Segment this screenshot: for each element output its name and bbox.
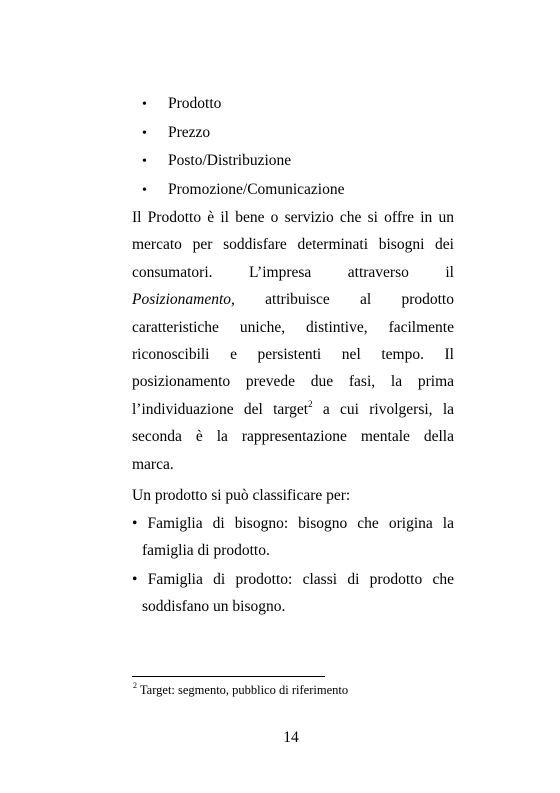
bullet-marker: • — [132, 515, 138, 532]
bullet-marker: • — [132, 571, 138, 588]
list-item — [142, 151, 345, 180]
list-item-text: Promozione/Comunicazione — [168, 181, 345, 199]
bullet-marker: • — [142, 183, 147, 199]
list-item — [142, 123, 345, 152]
paragraph-line: riconoscibili e persistenti nel tempo. Il — [132, 345, 454, 363]
paragraph-line — [132, 396, 454, 423]
footnote — [133, 680, 349, 698]
line-text: a cui rivolgersi, la — [312, 400, 454, 418]
bullet-marker: • — [142, 154, 147, 170]
paragraph-line: mercato per soddisfare determinati bisogni dei — [132, 236, 454, 254]
classification-item — [132, 510, 454, 565]
classification-line: famiglia di prodotto. — [142, 542, 270, 560]
list-item-text: Posto/Distribuzione — [168, 152, 292, 170]
footnote-divider — [132, 676, 325, 677]
line-text: l’individuazione del target — [132, 400, 309, 418]
classification-item — [132, 566, 454, 621]
paragraph-line: posizionamento prevede due fasi, la prima — [132, 373, 454, 391]
list-item — [142, 94, 345, 123]
paragraph-line: seconda è la rappresentazione mentale della — [132, 428, 454, 446]
paragraph-line: Un prodotto si può classificare per: — [132, 487, 351, 504]
footnote-text: Target: segmento, pubblico di riferimento — [137, 683, 349, 697]
paragraph-line: consumatori. L’impresa attraverso il — [132, 263, 454, 281]
classification-line — [132, 510, 454, 537]
product-paragraph — [132, 204, 454, 478]
list-item-text: Prodotto — [168, 95, 222, 112]
footnote-reference: 2 — [308, 398, 313, 409]
footnote-number: 2 — [133, 680, 137, 690]
classification-line — [132, 566, 454, 593]
bullet-marker: • — [142, 125, 147, 141]
paragraph-line — [132, 286, 454, 313]
italic-term: Posizionamento, — [132, 291, 235, 309]
paragraph-line: marca. — [132, 455, 174, 473]
classification-intro — [132, 482, 454, 509]
bullet-marker: • — [142, 97, 147, 112]
classification-line: soddisfano un bisogno. — [142, 598, 286, 616]
list-item-text: Prezzo — [168, 123, 211, 141]
page-number: 14 — [283, 729, 299, 746]
line-text: Famiglia di prodotto: classi di prodotto che — [147, 571, 454, 588]
paragraph-line: Il Prodotto è il bene o servizio che si offre in un — [132, 209, 454, 226]
marketing-mix-list — [142, 94, 345, 209]
paragraph-line: caratteristiche uniche, distintive, facilmente — [132, 318, 454, 336]
line-text: Famiglia di bisogno: bisogno che origina la — [147, 515, 454, 532]
line-text: attribuisce al prodotto — [234, 291, 454, 309]
